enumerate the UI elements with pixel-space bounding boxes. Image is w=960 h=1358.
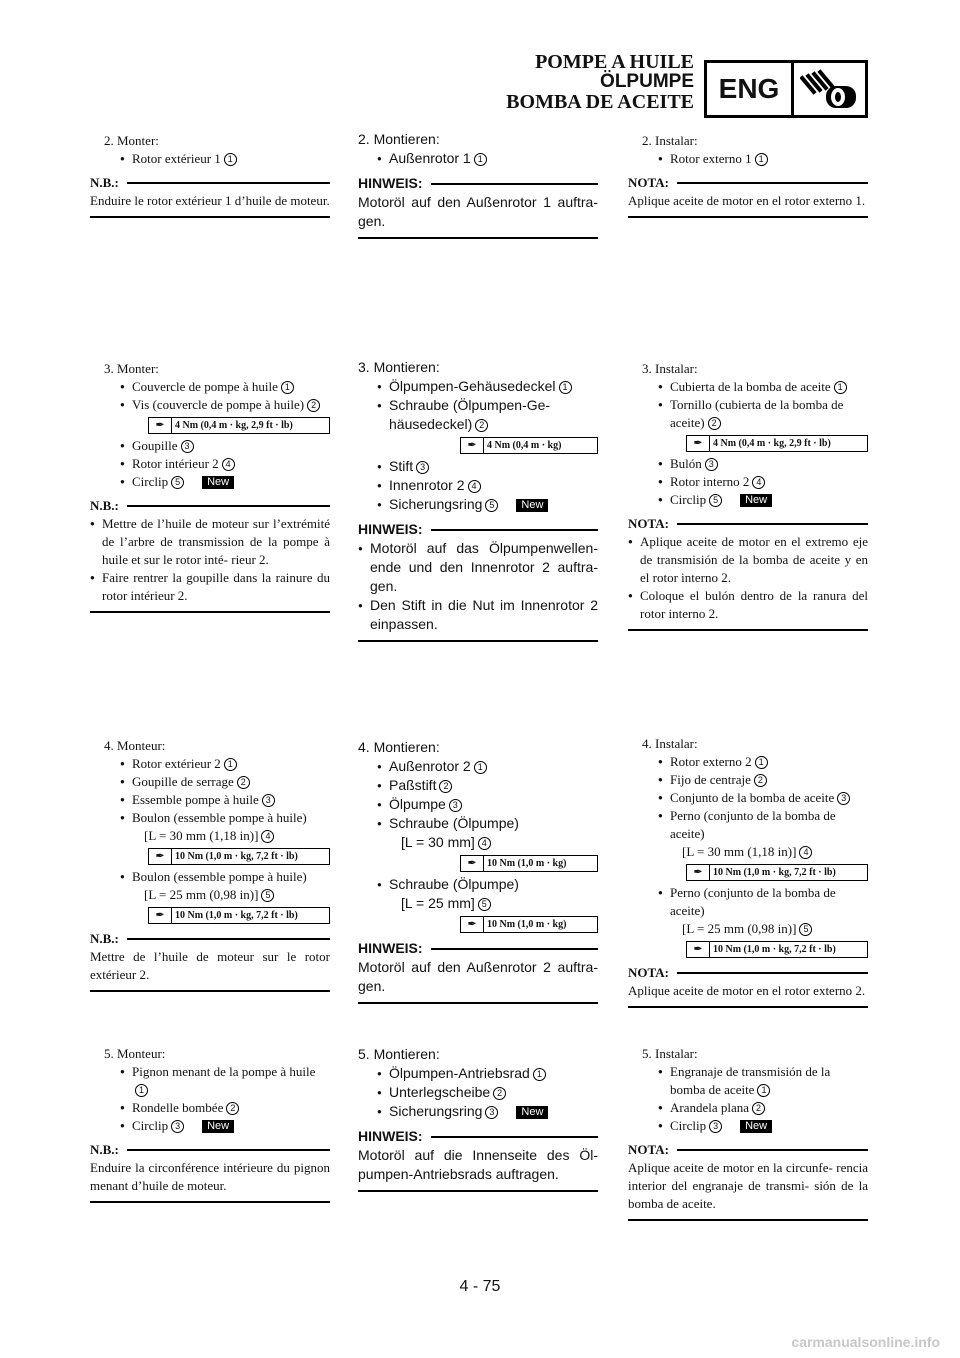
- note-text: Motoröl auf die Innenseite des Öl- pumpen-Antriebsrads auftragen.: [358, 1147, 598, 1182]
- list-item: ● Außenrotor 1 1: [358, 149, 598, 168]
- list-item: ● Innenrotor 2 4: [358, 476, 598, 495]
- note-heading: NOTA:: [628, 965, 669, 980]
- list-item: ● Goupille de serrage 2: [90, 773, 330, 791]
- list-item: ● Engranaje de transmisión de la bomba de aceite 1: [628, 1063, 868, 1099]
- page-header-titles: [506, 52, 694, 112]
- torque-wrench-icon: ✒: [687, 436, 710, 451]
- step-title: 2. Montieren:: [358, 131, 440, 147]
- note: [90, 1141, 330, 1203]
- de-step-4: [358, 738, 598, 1004]
- torque-wrench-icon: ✒: [149, 849, 172, 864]
- torque-spec: ✒ 10 Nm (1,0 m · kg): [460, 855, 598, 872]
- bolt-length: [L = 25 mm] 5: [358, 894, 598, 913]
- list-item: ● Schraube (Ölpumpen-Ge- häusedeckel) 2: [358, 396, 598, 434]
- es-step-4: [628, 735, 868, 1008]
- note: [90, 497, 330, 613]
- note-heading: HINWEIS:: [358, 175, 423, 191]
- list-item: ● Goupille 3: [90, 437, 330, 455]
- note: [358, 939, 598, 1004]
- new-badge: New: [740, 1120, 772, 1133]
- list-item: ● Vis (couvercle de pompe à huile) 2: [90, 396, 330, 414]
- torque-wrench-icon: ✒: [461, 856, 484, 871]
- list-item: ● Unterlegscheibe 2: [358, 1083, 598, 1102]
- torque-spec: ✒ 4 Nm (0,4 m · kg): [460, 437, 598, 454]
- list-item: ● Perno (conjunto de la bomba de aceite): [628, 884, 868, 920]
- list-item: ● Perno (conjunto de la bomba de aceite): [628, 807, 868, 843]
- new-badge: New: [516, 499, 548, 512]
- title-es: BOMBA DE ACEITE: [506, 91, 694, 113]
- new-badge: New: [516, 1106, 548, 1119]
- torque-spec: ✒ 10 Nm (1,0 m · kg, 7,2 ft · lb): [686, 864, 868, 881]
- list-item: ● Circlip 3 New: [628, 1117, 868, 1135]
- torque-spec: ✒ 4 Nm (0,4 m · kg, 2,9 ft · lb): [148, 417, 330, 434]
- list-item: ● Circlip 5 New: [90, 473, 330, 491]
- section-badge: [704, 60, 868, 118]
- note: [358, 1127, 598, 1192]
- step-title: 4. Instalar:: [642, 736, 698, 751]
- note-heading: NOTA:: [628, 516, 669, 531]
- note: [628, 1141, 868, 1221]
- list-item: ● Pignon menant de la pompe à huile1: [90, 1063, 330, 1099]
- list-item: ● Rondelle bombée 2: [90, 1099, 330, 1117]
- note: [628, 174, 868, 218]
- list-item: ● Schraube (Ölpumpe): [358, 875, 598, 894]
- fr-step-4: [90, 737, 330, 992]
- list-item: ● Arandela plana 2: [628, 1099, 868, 1117]
- note-heading: NOTA:: [628, 1142, 669, 1157]
- list-item: ● Sicherungsring 3 New: [358, 1102, 598, 1121]
- bolt-length: [L = 30 mm (1,18 in)] 4: [628, 843, 868, 861]
- note-text: Enduire le rotor extérieur 1 d’huile de moteur.: [90, 193, 330, 208]
- new-badge: New: [202, 1120, 234, 1133]
- note: [90, 174, 330, 218]
- note-heading: N.B.:: [90, 1142, 119, 1157]
- note-text: Aplique aceite de motor en el rotor externo 2.: [628, 983, 866, 998]
- note: [628, 964, 868, 1008]
- note-bullet: ● Coloque el bulón dentro de la ranura del rotor interno 2.: [628, 587, 868, 623]
- list-item: ● Außenrotor 2 1: [358, 757, 598, 776]
- torque-spec: ✒ 4 Nm (0,4 m · kg, 2,9 ft · lb): [686, 435, 868, 452]
- de-step-2: [358, 130, 598, 239]
- note-text: Aplique aceite de motor en el rotor externo 1.: [628, 193, 866, 208]
- list-item: ● Sicherungsring 5 New: [358, 495, 598, 514]
- note-text: Motoröl auf den Außenrotor 2 auftra- gen.: [358, 959, 598, 994]
- title-de: ÖLPUMPE: [600, 71, 694, 92]
- note-heading: HINWEIS:: [358, 521, 423, 537]
- note: [90, 930, 330, 992]
- bolt-length: [L = 30 mm (1,18 in)] 4: [90, 827, 330, 845]
- torque-spec: ✒ 10 Nm (1,0 m · kg, 7,2 ft · lb): [148, 848, 330, 865]
- es-step-5: [628, 1045, 868, 1221]
- note-text: Aplique aceite de motor en la circunfe- rencia interior del engranaje de transmi- sión de la bomba de aceite.: [628, 1160, 868, 1211]
- list-item: ● Rotor externo 2 1: [628, 753, 868, 771]
- note-text: Mettre de l’huile de moteur sur le rotor extérieur 2.: [90, 949, 330, 982]
- title-fr: POMPE A HUILE: [535, 51, 694, 73]
- list-item: ● Rotor intérieur 2 4: [90, 455, 330, 473]
- bolt-length: [L = 30 mm] 4: [358, 833, 598, 852]
- step-title: 5. Instalar:: [642, 1046, 698, 1061]
- note-text: Motoröl auf den Außenrotor 1 auftra- gen.: [358, 194, 598, 229]
- es-step-2: [628, 132, 868, 218]
- list-item: ● Boulon (essemble pompe à huile): [90, 809, 330, 827]
- note-heading: HINWEIS:: [358, 940, 423, 956]
- new-badge: New: [740, 494, 772, 507]
- list-item: ● Essemble pompe à huile 3: [90, 791, 330, 809]
- fr-step-2: [90, 132, 330, 218]
- torque-wrench-icon: ✒: [149, 908, 172, 923]
- list-item: ● Rotor extérieur 1 1: [90, 150, 330, 168]
- list-item: ● Ölpumpen-Gehäusedeckel 1: [358, 377, 598, 396]
- note: [358, 174, 598, 239]
- note-heading: N.B.:: [90, 931, 119, 946]
- note-bullet: ● Motoröl auf das Ölpumpenwellen- ende und den Innenrotor 2 auftra- gen.: [358, 539, 598, 596]
- step-title: 3. Monter:: [104, 361, 159, 376]
- torque-wrench-icon: ✒: [461, 438, 484, 453]
- list-item: ● Rotor interno 2 4: [628, 473, 868, 491]
- list-item: ● Circlip 3 New: [90, 1117, 330, 1135]
- step-title: 3. Montieren:: [358, 359, 440, 375]
- eng-label: ENG: [707, 63, 794, 115]
- list-item: ● Ölpumpen-Antriebsrad 1: [358, 1064, 598, 1083]
- torque-spec: ✒ 10 Nm (1,0 m · kg): [460, 916, 598, 933]
- watermark: carmanualsonline.info: [791, 1334, 940, 1350]
- list-item: ● Boulon (essemble pompe à huile): [90, 868, 330, 886]
- step-title: 4. Montieren:: [358, 739, 440, 755]
- torque-wrench-icon: ✒: [461, 917, 484, 932]
- note-bullet: ● Faire rentrer la goupille dans la rainure du rotor intérieur 2.: [90, 569, 330, 605]
- list-item: ● Tornillo (cubierta de la bomba de aceite) 2: [628, 396, 868, 432]
- step-title: 2. Instalar:: [642, 133, 698, 148]
- note-bullet: ● Den Stift in die Nut im Innenrotor 2 einpassen.: [358, 596, 598, 634]
- list-item: ● Paßstift 2: [358, 776, 598, 795]
- fr-step-5: [90, 1045, 330, 1203]
- note-text: Enduire la circonférence intérieure du pignon menant d’huile de moteur.: [90, 1160, 330, 1193]
- list-item: ● Circlip 5 New: [628, 491, 868, 509]
- callout-number: 1: [224, 153, 237, 166]
- step-title: 2. Monter:: [104, 133, 159, 148]
- list-item: ● Rotor externo 1 1: [628, 150, 868, 168]
- step-title: 4. Monteur:: [104, 738, 166, 753]
- bolt-length: [L = 25 mm (0,98 in)] 5: [90, 886, 330, 904]
- new-badge: New: [202, 476, 234, 489]
- list-item: ● Ölpumpe 3: [358, 795, 598, 814]
- note: [628, 515, 868, 631]
- step-title: 5. Montieren:: [358, 1046, 440, 1062]
- page-number: 4 - 75: [459, 1278, 501, 1295]
- list-item: ● Stift 3: [358, 457, 598, 476]
- torque-spec: ✒ 10 Nm (1,0 m · kg, 7,2 ft · lb): [686, 941, 868, 958]
- fr-step-3: [90, 360, 330, 613]
- step-title: 3. Instalar:: [642, 361, 698, 376]
- list-item: ● Rotor extérieur 2 1: [90, 755, 330, 773]
- list-item: ● Couvercle de pompe à huile 1: [90, 378, 330, 396]
- note-bullet: ● Aplique aceite de motor en el extremo eje de transmisión de la bomba de aceite y en el rotor interno 2.: [628, 533, 868, 587]
- list-item: ● Conjunto de la bomba de aceite 3: [628, 789, 868, 807]
- list-item: ● Bulón 3: [628, 455, 868, 473]
- engine-icon: [794, 63, 865, 115]
- note-heading: N.B.:: [90, 498, 119, 513]
- de-step-5: [358, 1045, 598, 1192]
- step-title: 5. Monteur:: [104, 1046, 166, 1061]
- list-item: ● Fijo de centraje 2: [628, 771, 868, 789]
- note: [358, 520, 598, 642]
- note-heading: N.B.:: [90, 175, 119, 190]
- note-heading: NOTA:: [628, 175, 669, 190]
- note-heading: HINWEIS:: [358, 1128, 423, 1144]
- torque-wrench-icon: ✒: [149, 418, 172, 433]
- torque-spec: ✒ 10 Nm (1,0 m · kg, 7,2 ft · lb): [148, 907, 330, 924]
- note-bullet: ● Mettre de l’huile de moteur sur l’extrémité de l’arbre de transmission de la pompe à huile et sur le rotor inté- rieur 2.: [90, 515, 330, 569]
- list-item: ● Schraube (Ölpumpe): [358, 814, 598, 833]
- torque-wrench-icon: ✒: [687, 942, 710, 957]
- es-step-3: [628, 360, 868, 631]
- torque-wrench-icon: ✒: [687, 865, 710, 880]
- bolt-length: [L = 25 mm (0,98 in)] 5: [628, 920, 868, 938]
- list-item: ● Cubierta de la bomba de aceite 1: [628, 378, 868, 396]
- de-step-3: [358, 358, 598, 642]
